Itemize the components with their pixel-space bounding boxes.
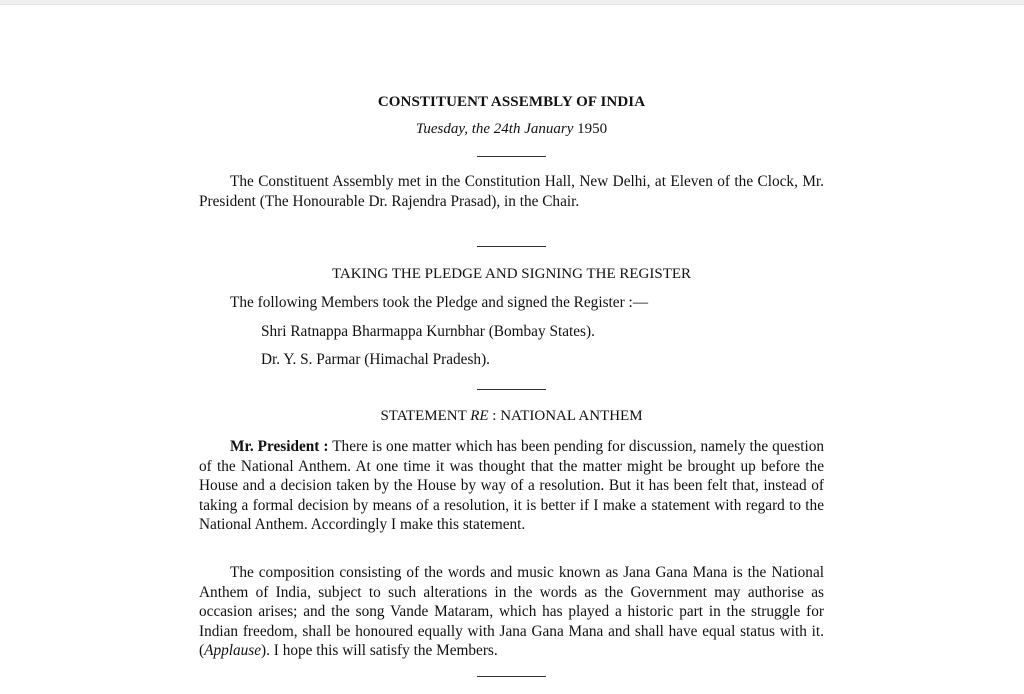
speech-text: The composition consisting of the words and music known as Jana Gana Mana is the National Anthem of India, subject to such alterations in the words as the Government may authorise as occasion arises; and the song Vande Mataram, which has played a historic part in the struggle for Indian freedom, shall be honoured equally with Jana Gana Mana and shall have equal status with it. ( <box>199 564 824 659</box>
speech-text: There is one matter which has been pending for discussion, namely the question of the National Anthem. At one time it was thought that the matter might be brought up before the House and a decision taken by the House by way of a resolution. But it has been felt that, instead of taking a formal decision by means of a resolution, it is better if I make a statement with regard to the National Anthem. Accordingly I make this statement. <box>199 438 824 533</box>
heading-italic: RE <box>470 408 489 424</box>
section-divider <box>477 156 546 157</box>
heading-part: : NATIONAL ANTHEM <box>488 408 643 424</box>
session-date <box>199 121 824 138</box>
session-date-italic: Tuesday, the 24th January <box>415 121 574 137</box>
session-year: 1950 <box>573 121 608 137</box>
section-divider <box>477 389 546 390</box>
speech-text: ). I hope this will satisfy the Members. <box>261 642 498 659</box>
pledge-section-heading: TAKING THE PLEDGE AND SIGNING THE REGISTER <box>331 266 692 282</box>
section-divider <box>477 676 546 677</box>
member-entry: Dr. Y. S. Parmar (Himachal Pradesh). <box>261 351 490 368</box>
section-divider <box>477 246 546 247</box>
anthem-section-heading <box>199 408 824 425</box>
anthem-declaration-paragraph <box>199 563 824 661</box>
president-statement-paragraph <box>199 437 824 535</box>
heading-part: STATEMENT <box>380 408 471 424</box>
applause-note: Applause <box>204 642 262 659</box>
speaker-name: Mr. President : <box>230 438 329 455</box>
document-title: CONSTITUENT ASSEMBLY OF INDIA <box>377 94 646 110</box>
pledge-intro: The following Members took the Pledge and signed the Register :— <box>230 294 649 311</box>
viewer-top-bar <box>0 0 1024 5</box>
opening-paragraph: The Constituent Assembly met in the Constitution Hall, New Delhi, at Eleven of the Clock, Mr. President (The Honourable Dr. Rajendra Prasad), in the Chair. <box>199 173 824 210</box>
member-entry: Shri Ratnappa Bharmappa Kurnbhar (Bombay States). <box>261 323 595 340</box>
